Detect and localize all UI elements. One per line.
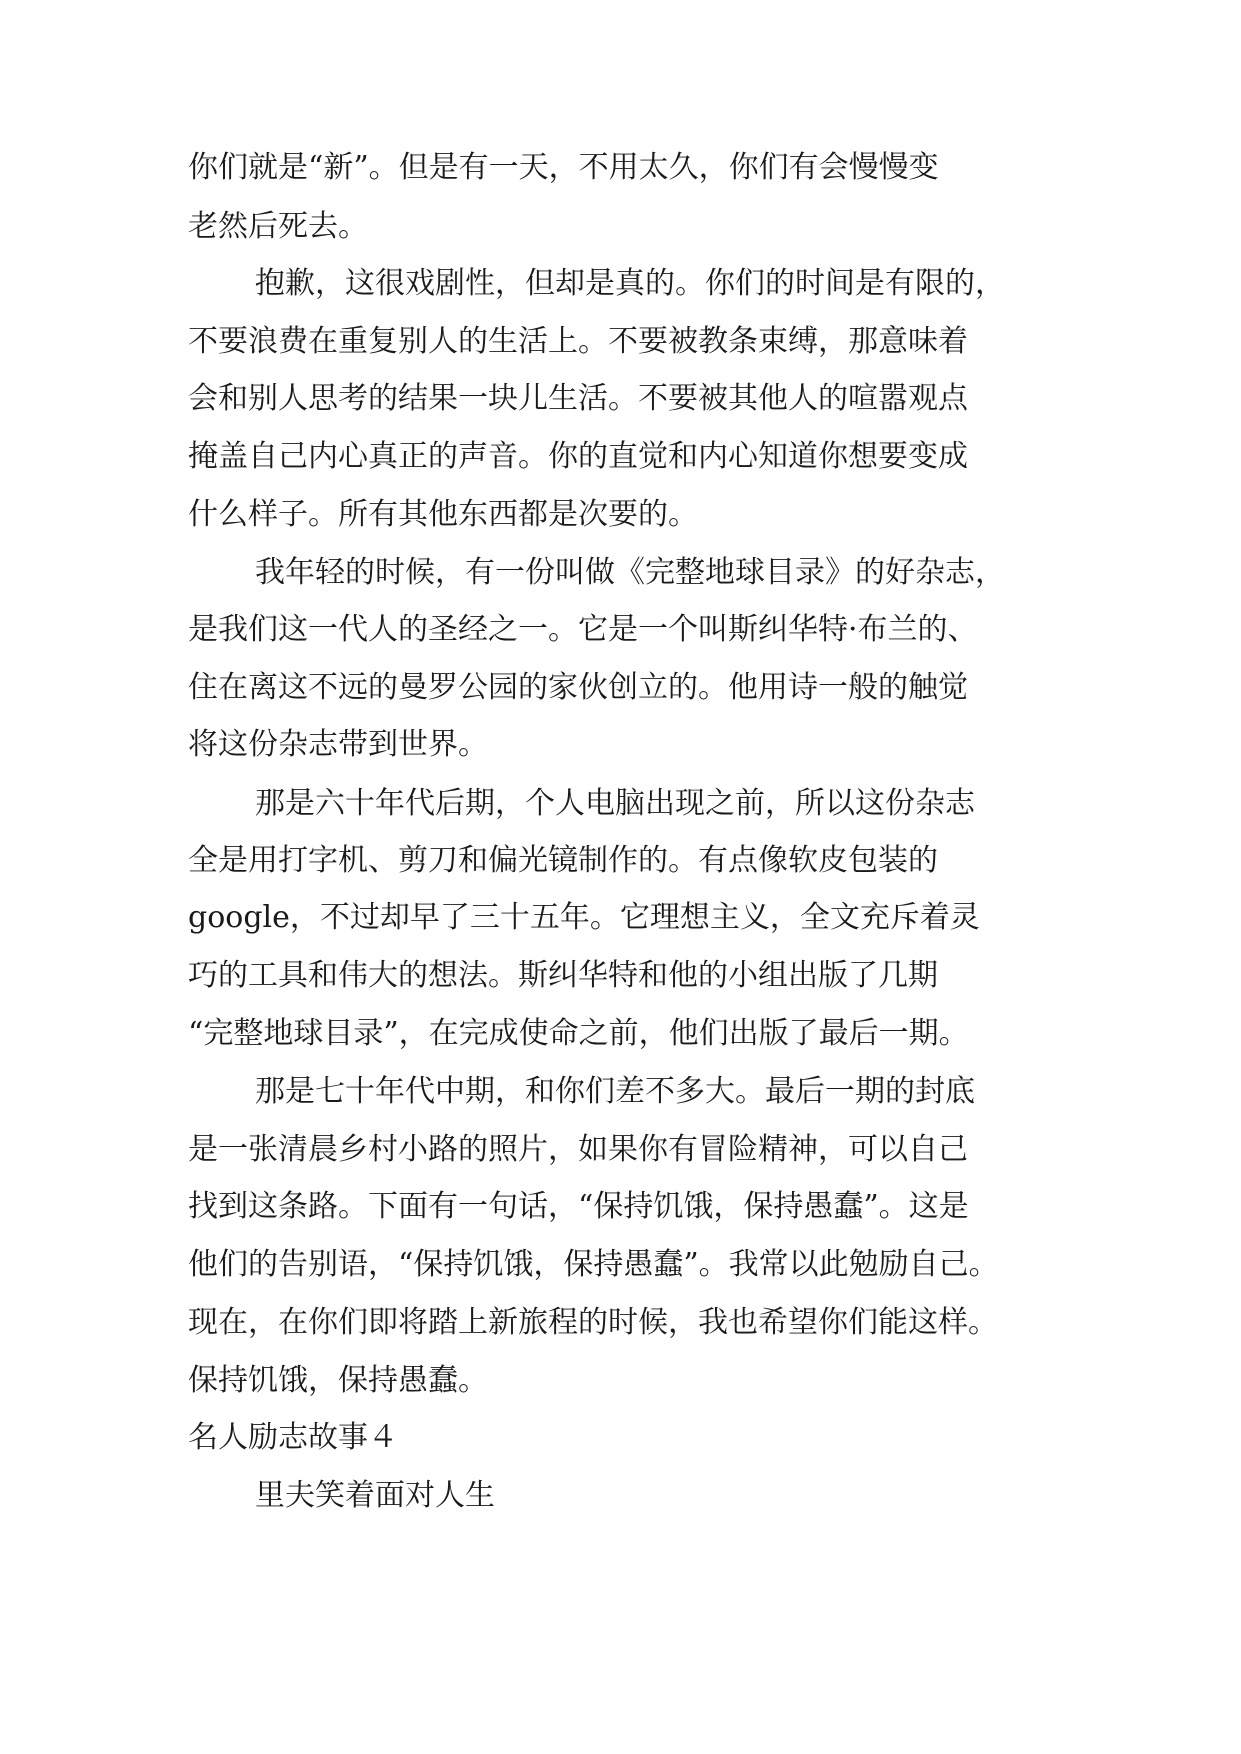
body-text-line: 他们的告别语，“保持饥饿，保持愚蠢”。我常以此勉励自己。 xyxy=(188,1247,999,1282)
body-text-line: 老然后死去。 xyxy=(188,209,368,244)
body-text-line: 住在离这不远的曼罗公园的家伙创立的。他用诗一般的触觉 xyxy=(188,670,968,705)
paragraph-first-line: 我年轻的时候，有一份叫做《完整地球目录》的好杂志， xyxy=(255,555,1005,590)
body-text-line: 是一张清晨乡村小路的照片，如果你有冒险精神，可以自己 xyxy=(188,1132,968,1167)
section-heading: 名人励志故事４ xyxy=(188,1420,398,1455)
body-text-line: google，不过却早了三十五年。它理想主义，全文充斥着灵 xyxy=(188,900,980,935)
paragraph-first-line: 那是六十年代后期，个人电脑出现之前，所以这份杂志 xyxy=(255,786,975,821)
body-text-line: “完整地球目录”，在完成使命之前，他们出版了最后一期。 xyxy=(188,1016,969,1051)
body-text-line: 是我们这一代人的圣经之一。它是一个叫斯纠华特·布兰的、 xyxy=(188,612,978,647)
body-text-line: 现在，在你们即将踏上新旅程的时候，我也希望你们能这样。 xyxy=(188,1305,998,1340)
story-title: 里夫笑着面对人生 xyxy=(255,1478,495,1513)
body-text-line: 巧的工具和伟大的想法。斯纠华特和他的小组出版了几期 xyxy=(188,958,938,993)
body-text-line: 什么样子。所有其他东西都是次要的。 xyxy=(188,497,698,532)
body-text-line: 找到这条路。下面有一句话，“保持饥饿，保持愚蠢”。这是 xyxy=(188,1189,969,1224)
body-text-line: 掩盖自己内心真正的声音。你的直觉和内心知道你想要变成 xyxy=(188,439,968,474)
body-text-line: 会和别人思考的结果一块儿生活。不要被其他人的喧嚣观点 xyxy=(188,381,968,416)
body-text-line: 将这份杂志带到世界。 xyxy=(188,727,488,762)
body-text-line: 保持饥饿，保持愚蠢。 xyxy=(188,1363,488,1398)
body-text-line: 不要浪费在重复别人的生活上。不要被教条束缚，那意味着 xyxy=(188,324,968,359)
body-text-line: 你们就是“新”。但是有一天，不用太久，你们有会慢慢变 xyxy=(188,150,939,185)
paragraph-first-line: 抱歉，这很戏剧性，但却是真的。你们的时间是有限的， xyxy=(255,266,1005,301)
body-text-line: 全是用打字机、剪刀和偏光镜制作的。有点像软皮包装的 xyxy=(188,843,938,878)
paragraph-first-line: 那是七十年代中期，和你们差不多大。最后一期的封底 xyxy=(255,1074,975,1109)
